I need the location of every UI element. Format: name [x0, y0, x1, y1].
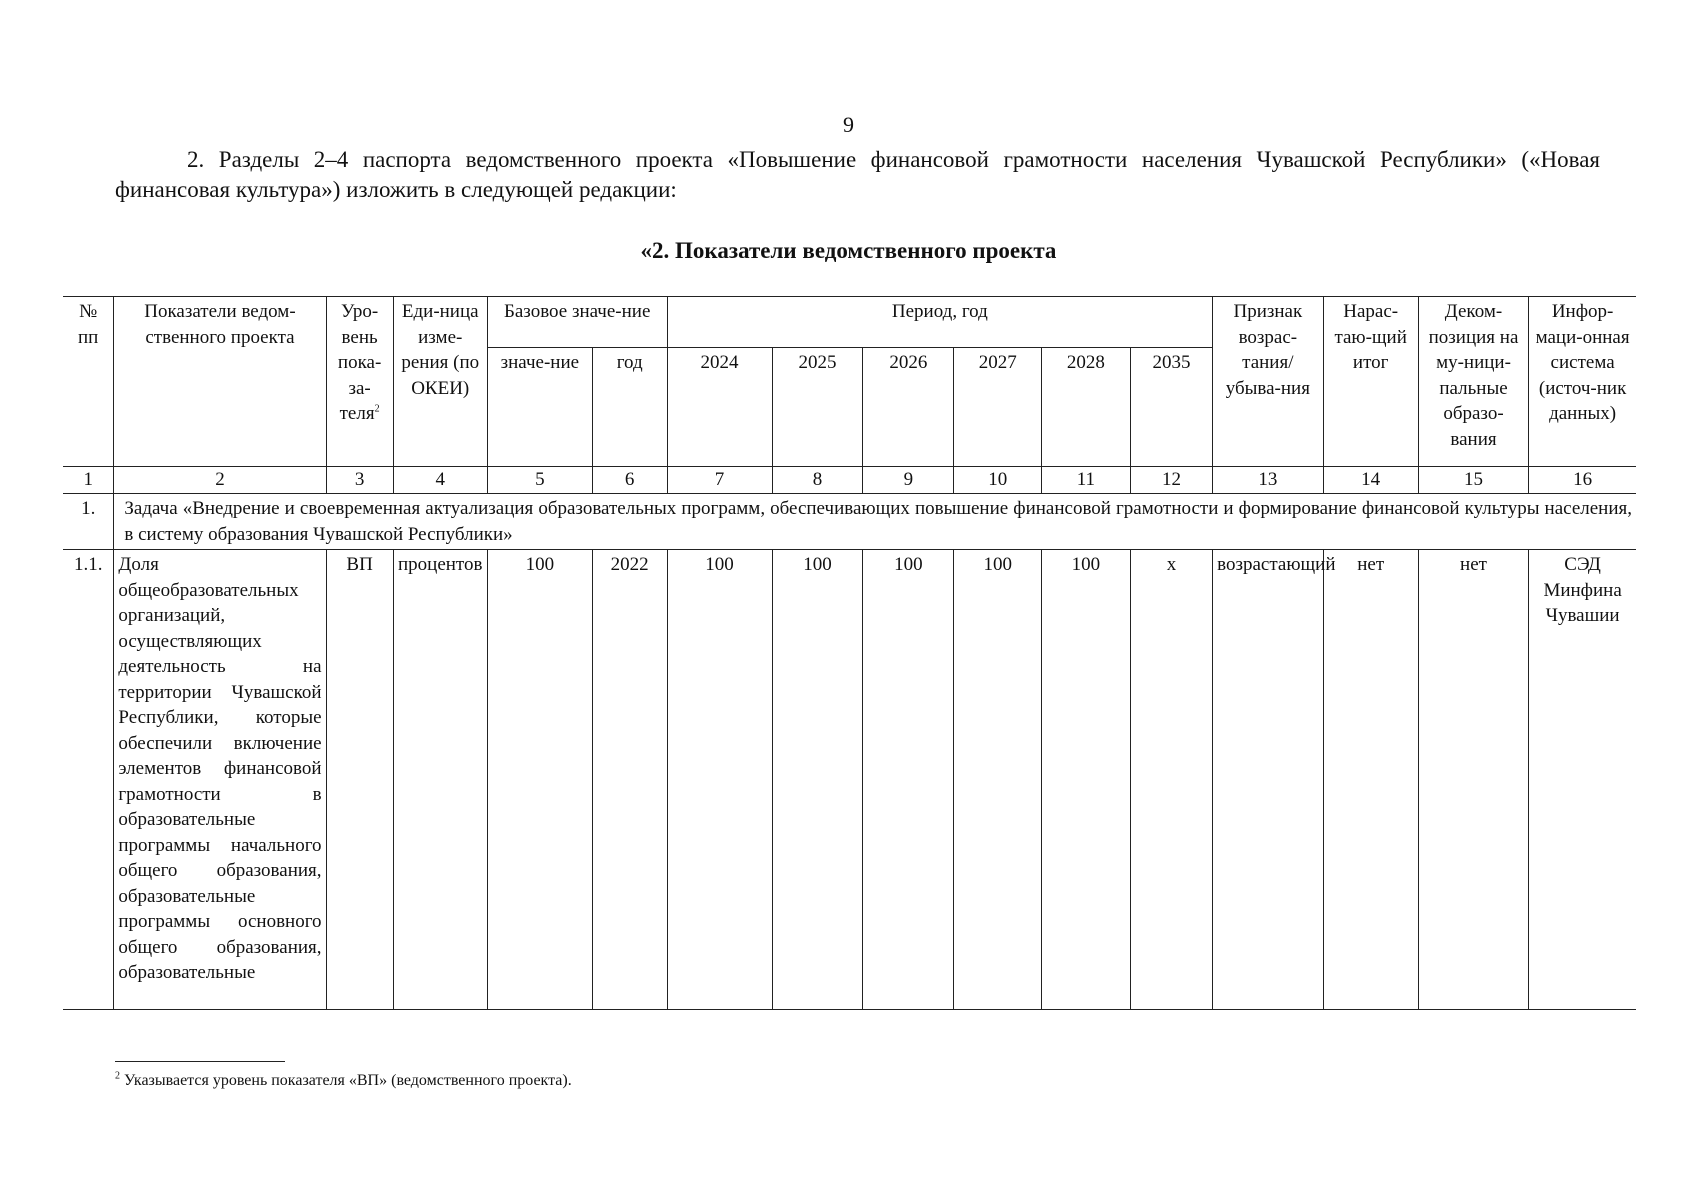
column-number: 15: [1418, 467, 1528, 494]
column-number: 8: [772, 467, 863, 494]
indicators-table: [63, 296, 1636, 1010]
page-number: 9: [843, 112, 854, 137]
header-decomposition: Деком-позиция на му-ници-пальные образо-вания: [1418, 297, 1528, 467]
row-info-system: СЭД Минфина Чувашии: [1529, 550, 1636, 1010]
header-base: Базовое значе-ние: [487, 297, 667, 348]
header-cumulative: Нарас-таю-щий итог: [1323, 297, 1418, 467]
intro-paragraph: 2. Разделы 2–4 паспорта ведомственного проекта «Повышение финансовой грамотности населения Чувашской Республики» («Новая финансовая культура») изложить в следующей редакции:: [115, 147, 1600, 202]
header-level: [326, 297, 393, 467]
column-number: 2: [114, 467, 326, 494]
row-cumulative: нет: [1323, 550, 1418, 1010]
header-year-2027: 2027: [954, 348, 1042, 467]
column-number: 16: [1529, 467, 1636, 494]
row-value-2024: 100: [667, 550, 772, 1010]
row-level: ВП: [326, 550, 393, 1010]
column-number: 5: [487, 467, 592, 494]
header-period: Период, год: [667, 297, 1213, 348]
row-value-2025: 100: [772, 550, 863, 1010]
footnote-mark: 2: [115, 1070, 120, 1082]
row-indicator: Доля общеобразовательных организаций, осуществляющих деятельность на территории Чувашской Республики, которые обеспечили включение элементов финансовой грамотности в образовательные программы начального общего образования, образовательные программы основного общего образования, образовательные: [114, 550, 326, 1010]
section-title: «2. Показатели ведомственного проекта: [640, 238, 1057, 263]
header-year-2028: 2028: [1042, 348, 1131, 467]
header-year-2025: 2025: [772, 348, 863, 467]
row-sign: возрастающий: [1213, 550, 1323, 1010]
footnote-text: Указывается уровень показателя «ВП» (ведомственного проекта).: [120, 1072, 572, 1089]
column-number: 1: [63, 467, 114, 494]
task-text: Задача «Внедрение и своевременная актуализация образовательных программ, обеспечивающих повышение финансовой грамотности и формирование финансовой культуры населения, в систему образования Чувашской Республики»: [114, 494, 1636, 550]
row-value-2026: 100: [863, 550, 954, 1010]
row-num: 1.1.: [63, 550, 114, 1010]
header-year-2026: 2026: [863, 348, 954, 467]
footnote-ref: 2: [374, 403, 380, 415]
row-base-year: 2022: [592, 550, 667, 1010]
header-info-system: Инфор-маци-онная система (источ-ник данных): [1529, 297, 1636, 467]
column-number: 14: [1323, 467, 1418, 494]
header-level-text: Уро-вень пока-за-теля: [337, 301, 382, 424]
header-unit: Еди-ница изме-рения (по ОКЕИ): [393, 297, 487, 467]
column-number: 9: [863, 467, 954, 494]
row-value-2035: х: [1130, 550, 1212, 1010]
row-value-2028: 100: [1042, 550, 1131, 1010]
header-sign: Признак возрас-тания/ убыва-ния: [1213, 297, 1323, 467]
row-decomposition: нет: [1418, 550, 1528, 1010]
table-row: [63, 550, 1636, 1010]
column-number: 13: [1213, 467, 1323, 494]
column-number: 6: [592, 467, 667, 494]
column-number: 4: [393, 467, 487, 494]
header-indicator: Показатели ведом-ственного проекта: [114, 297, 326, 467]
header-num: № пп: [63, 297, 114, 467]
task-num: 1.: [63, 494, 114, 550]
row-base-value: 100: [487, 550, 592, 1010]
footnote-divider: [115, 1061, 285, 1062]
column-number: 10: [954, 467, 1042, 494]
column-number-row: [63, 467, 1636, 494]
column-number: 12: [1130, 467, 1212, 494]
header-base-year: год: [592, 348, 667, 467]
row-value-2027: 100: [954, 550, 1042, 1010]
header-year-2035: 2035: [1130, 348, 1212, 467]
header-base-value: значе-ние: [487, 348, 592, 467]
row-unit: процентов: [393, 550, 487, 1010]
header-year-2024: 2024: [667, 348, 772, 467]
footnote: [115, 1072, 572, 1090]
column-number: 3: [326, 467, 393, 494]
column-number: 7: [667, 467, 772, 494]
task-row: [63, 494, 1636, 550]
column-number: 11: [1042, 467, 1131, 494]
